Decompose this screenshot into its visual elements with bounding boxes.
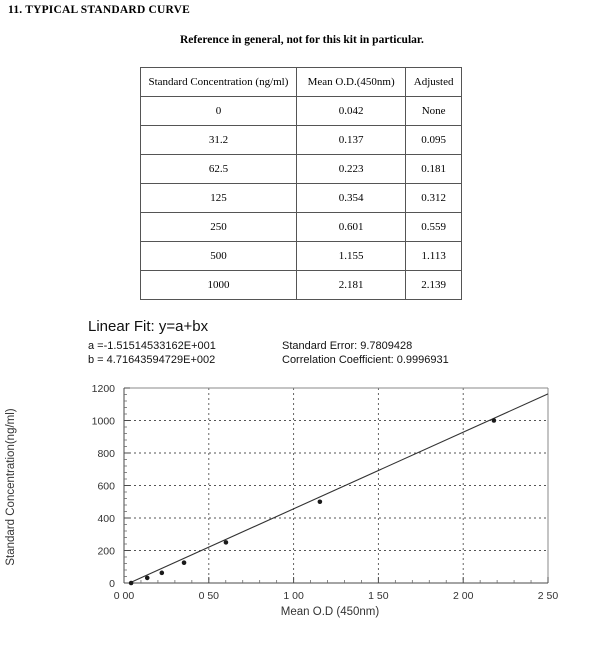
cell-mean-od: 0.137 xyxy=(296,126,405,155)
cell-mean-od: 0.042 xyxy=(296,97,405,126)
cell-concentration: 62.5 xyxy=(141,155,297,184)
x-tick-label: 0 00 xyxy=(113,590,135,602)
cell-adjusted: 0.312 xyxy=(406,184,462,213)
x-tick-label: 1 00 xyxy=(283,590,304,602)
data-point xyxy=(145,576,150,581)
cell-mean-od: 0.354 xyxy=(296,184,405,213)
cell-mean-od: 2.181 xyxy=(296,271,405,300)
x-tick-label: 0 50 xyxy=(198,590,220,602)
reference-note: Reference in general, not for this kit in particular. xyxy=(180,34,424,46)
standard-curve-table xyxy=(140,67,462,300)
standard-curve-chart xyxy=(0,372,600,632)
linear-fit-statistics xyxy=(282,339,449,367)
cell-concentration: 1000 xyxy=(141,271,297,300)
y-axis-title: Standard Concentration(ng/ml) xyxy=(5,408,17,566)
cell-adjusted: None xyxy=(406,97,462,126)
chart-data-points xyxy=(129,418,496,585)
data-point xyxy=(492,418,497,423)
data-point xyxy=(160,571,165,576)
x-tick-label: 1 50 xyxy=(368,590,389,602)
fit-correlation-coefficient: Correlation Coefficient: 0.9996931 xyxy=(282,354,449,366)
y-tick-label: 0 xyxy=(109,578,115,590)
fit-coefficient-a: a =-1.51514533162E+001 xyxy=(88,340,216,352)
y-tick-label: 400 xyxy=(97,513,115,525)
data-point xyxy=(182,560,187,565)
page-title: 11. TYPICAL STANDARD CURVE xyxy=(8,4,191,16)
chart-gridlines xyxy=(124,388,548,583)
chart-tick-labels xyxy=(92,383,559,602)
cell-adjusted: 0.181 xyxy=(406,155,462,184)
cell-concentration: 500 xyxy=(141,242,297,271)
cell-concentration: 125 xyxy=(141,184,297,213)
column-header-concentration: Standard Concentration (ng/ml) xyxy=(141,68,297,97)
data-point xyxy=(129,581,134,586)
cell-concentration: 0 xyxy=(141,97,297,126)
data-point xyxy=(318,499,323,504)
y-tick-label: 800 xyxy=(97,448,115,460)
cell-concentration: 31.2 xyxy=(141,126,297,155)
cell-mean-od: 0.601 xyxy=(296,213,405,242)
cell-adjusted: 0.095 xyxy=(406,126,462,155)
table-row xyxy=(141,271,462,300)
column-header-adjusted: Adjusted xyxy=(406,68,462,97)
cell-adjusted: 0.559 xyxy=(406,213,462,242)
table-row xyxy=(141,155,462,184)
table-row xyxy=(141,213,462,242)
table-row xyxy=(141,184,462,213)
fit-coefficient-b: b = 4.71643594729E+002 xyxy=(88,354,216,366)
chart-svg xyxy=(0,372,600,632)
y-tick-label: 600 xyxy=(97,480,115,493)
y-tick-label: 1000 xyxy=(91,415,115,428)
table-row xyxy=(141,126,462,155)
table-row xyxy=(141,97,462,126)
column-header-mean-od: Mean O.D.(450nm) xyxy=(296,68,405,97)
cell-concentration: 250 xyxy=(141,213,297,242)
y-tick-label: 1200 xyxy=(91,383,115,395)
linear-fit-title: Linear Fit: y=a+bx xyxy=(88,318,209,335)
linear-fit-coefficients xyxy=(88,339,216,367)
table-header-row xyxy=(141,68,462,97)
y-tick-label: 200 xyxy=(97,545,115,558)
data-point xyxy=(224,540,229,545)
fit-standard-error: Standard Error: 9.7809428 xyxy=(282,340,413,352)
cell-adjusted: 1.113 xyxy=(406,242,462,271)
table-row xyxy=(141,242,462,271)
x-tick-label: 2 00 xyxy=(452,590,474,602)
chart-fit-line xyxy=(129,394,548,583)
x-axis-title: Mean O.D (450nm) xyxy=(280,606,380,618)
cell-mean-od: 0.223 xyxy=(296,155,405,184)
cell-adjusted: 2.139 xyxy=(406,271,462,300)
x-tick-label: 2 50 xyxy=(537,590,559,602)
cell-mean-od: 1.155 xyxy=(296,242,405,271)
